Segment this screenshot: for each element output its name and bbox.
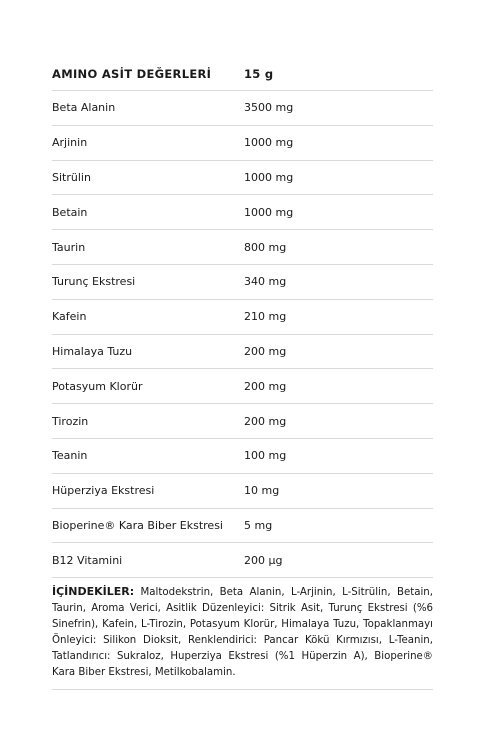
table-row [52,509,433,544]
row-name: Arjinin [52,136,88,150]
table-row [52,474,433,509]
table-header [52,57,433,91]
row-value: 100 mg [244,449,287,463]
table-row [52,161,433,196]
row-value: 1000 mg [244,170,294,184]
table-row [52,439,433,474]
row-name: Tirozin [52,414,89,428]
table-row [52,335,433,370]
row-name: Sitrülin [52,170,91,184]
table-row [52,195,433,230]
row-value: 800 mg [244,240,287,254]
ingredients-body: Maltodekstrin, Beta Alanin, L-Arjinin, L-Sitrülin, Betain, Taurin, Aroma Verici, Asitlik Düzenleyici: Sitrik Asit, Turunç Ekstresi (%6 Sinefrin), Kafein, L-Tirozin, Potasyum Klorür, Himalaya Tuzu, Topaklanmayı Önleyici: Silikon Dioksit, Renklendirici: Pancar Kökü Kırmızısı, L-Teanin, Tatlandırıcı: Sukraloz, Huperziya Ekstresi (%1 Hüperzin A), Bioperine® Kara Biber Ekstresi, Metilkobalamin. [52,587,433,679]
table-row [52,230,433,265]
row-name: Bioperine® Kara Biber Ekstresi [52,518,223,532]
table-row [52,265,433,300]
table-body [52,91,433,578]
row-value: 200 µg [244,553,283,567]
row-name: Potasyum Klorür [52,379,143,393]
row-value: 10 mg [244,484,280,498]
row-value: 210 mg [244,310,287,324]
row-name: Beta Alanin [52,101,116,115]
row-value: 200 mg [244,344,287,358]
row-name: Taurin [52,240,86,254]
row-value: 200 mg [244,379,287,393]
header-name: AMINO ASİT DEĞERLERİ [52,66,212,81]
row-name: Betain [52,205,88,219]
row-name: Himalaya Tuzu [52,344,133,358]
row-name: Turunç Ekstresi [52,275,136,289]
table-row [52,126,433,161]
row-name: B12 Vitamini [52,553,123,567]
table-row [52,300,433,335]
row-name: Kafein [52,310,87,324]
row-value: 1000 mg [244,136,294,150]
table-row [52,369,433,404]
ingredients-label: İÇİNDEKİLER: [52,585,135,599]
nutrition-panel [52,57,433,690]
header-value: 15 g [244,66,274,81]
table-row [52,543,433,578]
row-value: 3500 mg [244,101,294,115]
table-row [52,91,433,126]
table-row [52,404,433,439]
row-name: Hüperziya Ekstresi [52,484,155,498]
row-value: 1000 mg [244,205,294,219]
row-value: 340 mg [244,275,287,289]
row-value: 200 mg [244,414,287,428]
row-name: Teanin [52,449,88,463]
ingredients-text [52,584,433,690]
row-value: 5 mg [244,518,273,532]
